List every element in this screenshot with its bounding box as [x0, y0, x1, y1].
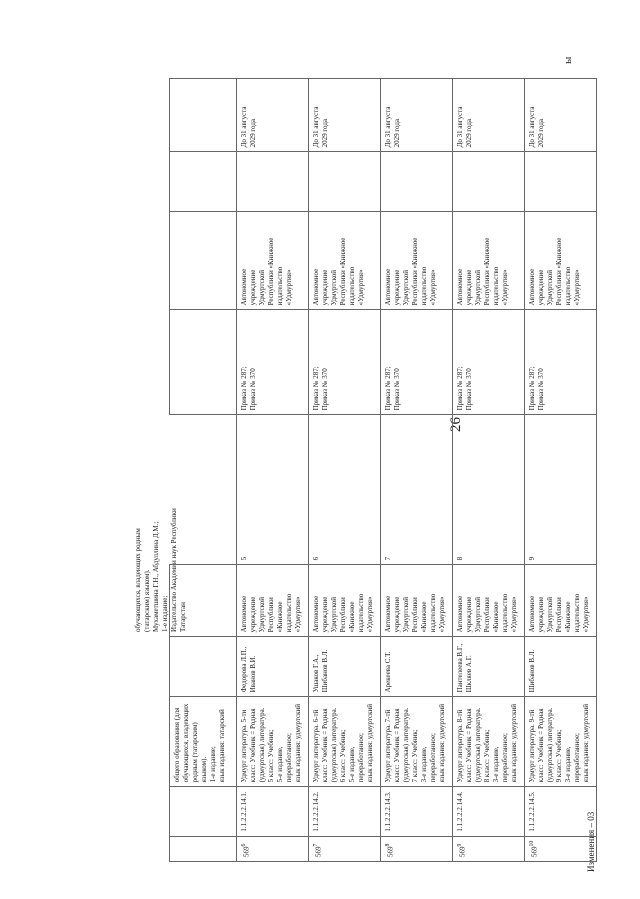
table-row: [237, 79, 309, 862]
rotated-page-content: [134, 0, 590, 862]
continuation-line: (татарским) языком).: [143, 569, 151, 632]
page-number: 26: [448, 417, 464, 432]
cell-note: [309, 152, 381, 212]
table-row: [525, 79, 597, 862]
continuation-line: 1-е издание;: [161, 595, 169, 632]
cell-publisher: Автономное учреждение Удмуртской Республики «Книжное издательство «Удмуртия»: [237, 565, 309, 637]
continuation-line: Татарстан: [179, 602, 187, 632]
cell-name: Удмурт литература. 7-тй класс: Учебник = Родная (удмуртская) литература. 7 класс: Учебник; 3-е издание, переработанное; язык издания: удмуртский: [381, 697, 453, 787]
cell-code: 1.1.2.2.2.14.2.: [309, 787, 381, 836]
continuation-line: обучающихся, владеющих родным: [134, 528, 142, 632]
cell-deadline: До 31 августа 2029 года: [309, 79, 381, 152]
cell-note: [453, 152, 525, 212]
cell-no: $569^7$: [309, 836, 381, 861]
cell-deadline: [170, 79, 237, 152]
cell-code: 1.1.2.2.2.14.3.: [381, 787, 453, 836]
cell-order: [170, 310, 237, 415]
cell-name: Удмурт литература. 5-ти класс: Учебник = Родная (удмуртская) литература. 5 класс: Учебник; 5-е издание, переработанное; язык издания: удмуртский: [237, 697, 309, 787]
textbook-table: [169, 78, 597, 862]
cell-authors: Пантелеева В.Г., Шкляев А.Г.: [453, 637, 525, 697]
table-row: [309, 79, 381, 862]
cell-holder: Автономное учреждение Удмуртской Республики «Книжное издательство «Удмуртия»: [309, 212, 381, 310]
cell-no: [170, 836, 237, 861]
cell-authors: Ушаков Г.А., Шибанов В.Л.: [309, 637, 381, 697]
cell-name: Удмурт литература. 9-тй класс: Учебник = Родная (удмуртская) литература. 9 класс: Учебник; 3-е издание, переработанное; язык издания: удмуртский: [525, 697, 597, 787]
cell-deadline: До 31 августа 2029 года: [237, 79, 309, 152]
cell-authors: Арекеева С.Т.: [381, 637, 453, 697]
cell-order: Приказ № 287; Приказ № 370: [525, 310, 597, 415]
cell-deadline: До 31 августа 2029 года: [381, 79, 453, 152]
cell-note: [381, 152, 453, 212]
name-line: родным (татарским) языком).: [191, 722, 208, 783]
cell-holder: [170, 212, 237, 310]
continuation-line: Издательство Академии наук Республики: [170, 508, 178, 632]
cell-extra: 8: [453, 415, 525, 565]
cell-extra: 5: [237, 415, 309, 565]
cell-authors: Шибанов В.Л.: [525, 637, 597, 697]
cell-code: 1.1.2.2.2.14.4.: [453, 787, 525, 836]
page-footer: Изменения – 03: [586, 811, 596, 872]
cell-name: Удмурт литература. 8-тй класс: Учебник = Родная (удмуртская) литература. 8 класс: Учебник; 3-е издание, переработанное; язык издания: удмуртский: [453, 697, 525, 787]
cell-no: $569^9$: [453, 836, 525, 861]
cell-deadline: До 31 августа 2029 года: [453, 79, 525, 152]
cell-code: [170, 787, 237, 836]
cell-note: [237, 152, 309, 212]
cell-note: [525, 152, 597, 212]
cell-note: [170, 152, 237, 212]
cell-order: Приказ № 287; Приказ № 370: [381, 310, 453, 415]
cell-holder: Автономное учреждение Удмуртской Республики «Книжное издательство «Удмуртия»: [525, 212, 597, 310]
cell-code: 1.1.2.2.2.14.5.: [525, 787, 597, 836]
table-row: [381, 79, 453, 862]
cell-code: 1.1.2.2.2.14.1.: [237, 787, 309, 836]
cell-order: Приказ № 287; Приказ № 370: [453, 310, 525, 415]
cell-publisher: Автономное учреждение Удмуртской Республики «Книжное издательство «Удмуртия»: [381, 565, 453, 637]
cell-authors: Федорова Л.П., Иванов В.И.: [237, 637, 309, 697]
corner-mark: ы: [562, 56, 574, 64]
name-line: язык издания: татарский: [218, 709, 226, 783]
cell-holder: Автономное учреждение Удмуртской Республики «Книжное издательство «Удмуртия»: [381, 212, 453, 310]
cell-no: $569^8$: [381, 836, 453, 861]
cell-publisher: Автономное учреждение Удмуртской Республики «Книжное издательство «Удмуртия»: [453, 565, 525, 637]
table-row-continuation: [170, 79, 237, 862]
cell-no: $569^{10}$: [525, 836, 597, 861]
cell-extra: 6: [309, 415, 381, 565]
cell-publisher: [170, 565, 237, 637]
continuation-line: Мухаметшина Г.Н., Абдуллина Д.М.;: [152, 521, 160, 632]
cell-order: Приказ № 287; Приказ № 370: [237, 310, 309, 415]
name-line: обучающихся, владеющих: [182, 703, 190, 783]
cell-name: Удмурт литература. 6-тй класс: Учебник = Родная (удмуртская) литература. 6 класс: Учебник; 5-е издание, переработанное; язык издания: удмуртский: [309, 697, 381, 787]
cell-order: Приказ № 287; Приказ № 370: [309, 310, 381, 415]
name-line: общего образования (для: [173, 707, 181, 783]
cell-holder: Автономное учреждение Удмуртской Республики «Книжное издательство «Удмуртия»: [453, 212, 525, 310]
cell-publisher: Автономное учреждение Удмуртской Республики «Книжное издательство «Удмуртия»: [525, 565, 597, 637]
cell-extra: [170, 415, 237, 565]
cell-extra: 7: [381, 415, 453, 565]
cell-extra: 9: [525, 415, 597, 565]
cell-deadline: До 31 августа 2029 года: [525, 79, 597, 152]
cell-authors: [170, 637, 237, 697]
cell-no: $569^6$: [237, 836, 309, 861]
table-row: [453, 79, 525, 862]
cell-name: [170, 697, 237, 787]
cell-holder: Автономное учреждение Удмуртской Республики «Книжное издательство «Удмуртия»: [237, 212, 309, 310]
name-line: 1-е издание;: [209, 746, 217, 783]
cell-publisher: Автономное учреждение Удмуртской Республики «Книжное издательство «Удмуртия»: [309, 565, 381, 637]
